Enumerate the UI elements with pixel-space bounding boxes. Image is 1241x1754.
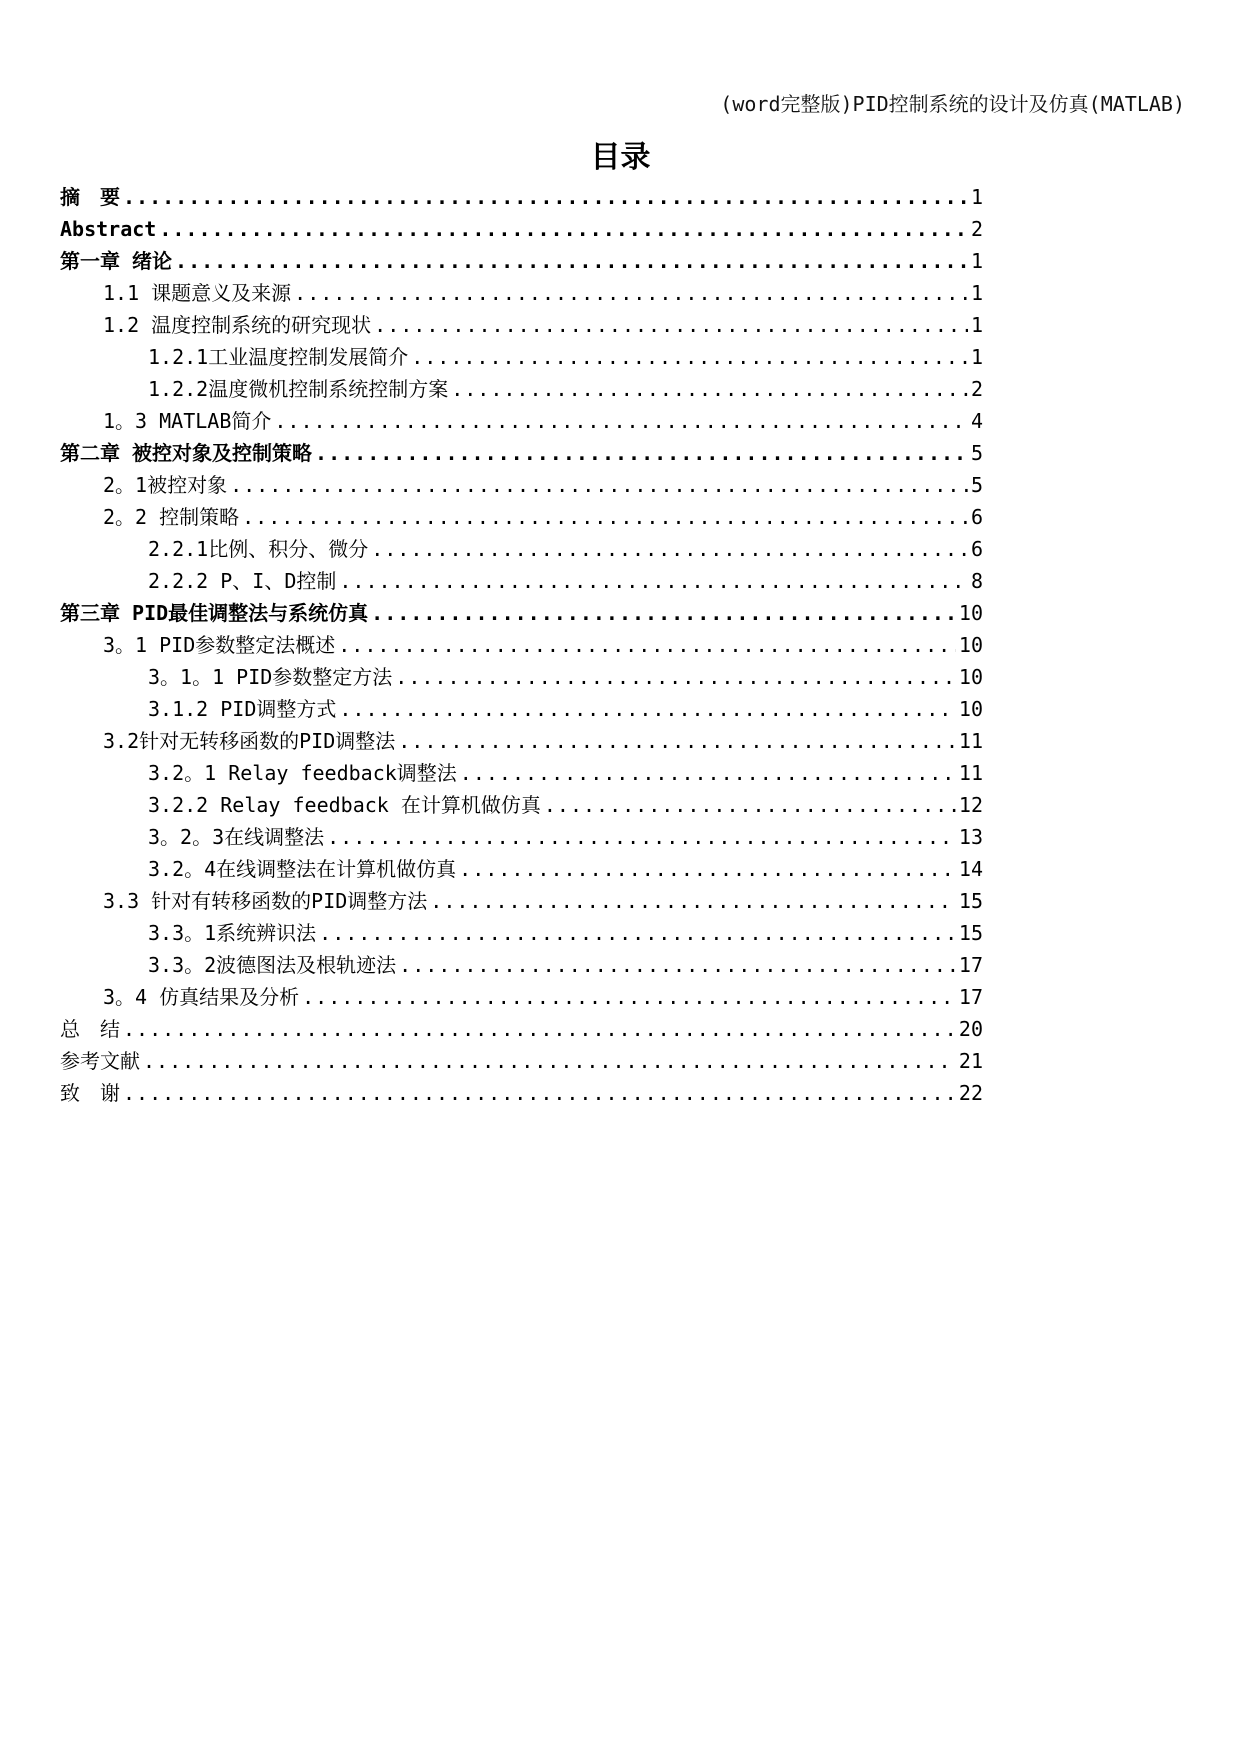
dot-leader bbox=[175, 246, 968, 276]
toc-entry-title: 3。1。1 PID参数整定方法 bbox=[148, 665, 393, 689]
toc-entry-title: 3.1.2 PID调整方式 bbox=[148, 697, 337, 721]
toc-entry-page: 4 bbox=[970, 409, 983, 433]
toc-entry[interactable] bbox=[0, 726, 1241, 756]
toc-entry-page: 13 bbox=[958, 825, 983, 849]
toc-entry-title: Abstract bbox=[60, 217, 157, 241]
toc-entry[interactable] bbox=[0, 1014, 1241, 1044]
toc-entry-title: 2.2.1比例、积分、微分 bbox=[148, 537, 369, 561]
toc-entry-title: 致 谢 bbox=[60, 1081, 120, 1105]
toc-entry[interactable] bbox=[0, 406, 1241, 436]
toc-entry-page: 10 bbox=[958, 601, 983, 625]
toc-entry[interactable] bbox=[0, 342, 1241, 372]
toc-entry[interactable] bbox=[0, 950, 1241, 980]
dot-leader bbox=[123, 1014, 956, 1044]
toc-entry-title: 2。2 控制策略 bbox=[103, 505, 240, 529]
toc-entry[interactable] bbox=[0, 1046, 1241, 1076]
toc-entry-page: 11 bbox=[958, 729, 983, 753]
dot-leader bbox=[123, 182, 968, 212]
toc-entry[interactable] bbox=[0, 214, 1241, 244]
toc-entry-page: 6 bbox=[970, 537, 983, 561]
toc-entry[interactable] bbox=[0, 1078, 1241, 1108]
toc-entry[interactable] bbox=[0, 694, 1241, 724]
dot-leader bbox=[395, 662, 956, 692]
toc-entry-page: 6 bbox=[970, 505, 983, 529]
dot-leader bbox=[302, 982, 956, 1012]
toc-entry-page: 17 bbox=[958, 985, 983, 1009]
toc-entry[interactable] bbox=[0, 918, 1241, 948]
toc-entry-title: 3。1 PID参数整定法概述 bbox=[103, 633, 336, 657]
toc-entry[interactable] bbox=[0, 758, 1241, 788]
toc-entry-title: 3.3。2波德图法及根轨迹法 bbox=[148, 953, 397, 977]
toc-entry[interactable] bbox=[0, 502, 1241, 532]
dot-leader bbox=[274, 406, 968, 436]
toc-entry-title: 1.2.1工业温度控制发展简介 bbox=[148, 345, 409, 369]
dot-leader bbox=[143, 1046, 956, 1076]
toc-entry-page: 1 bbox=[970, 185, 983, 209]
toc-entry[interactable] bbox=[0, 278, 1241, 308]
toc-entry-title: 第一章 绪论 bbox=[60, 249, 173, 273]
toc-entry[interactable] bbox=[0, 854, 1241, 884]
toc-entry-title: 3.2针对无转移函数的PID调整法 bbox=[103, 729, 396, 753]
toc-entry-title: 3.2。4在线调整法在计算机做仿真 bbox=[148, 857, 457, 881]
toc-entry-page: 20 bbox=[958, 1017, 983, 1041]
toc-entry-page: 8 bbox=[970, 569, 983, 593]
page-title: 目录 bbox=[590, 140, 651, 175]
toc-entry[interactable] bbox=[0, 374, 1241, 404]
dot-leader bbox=[339, 566, 968, 596]
dot-leader bbox=[374, 310, 968, 340]
toc-entry-page: 1 bbox=[970, 345, 983, 369]
dot-leader bbox=[230, 470, 968, 500]
dot-leader bbox=[123, 1078, 956, 1108]
toc-entry-page: 2 bbox=[970, 217, 983, 241]
toc-entry-title: 总 结 bbox=[60, 1017, 120, 1041]
toc-entry-page: 22 bbox=[958, 1081, 983, 1105]
toc-entry-page: 5 bbox=[970, 473, 983, 497]
toc-entry[interactable] bbox=[0, 310, 1241, 340]
toc-entry-page: 14 bbox=[958, 857, 983, 881]
dot-leader bbox=[338, 630, 956, 660]
toc-entry-page: 11 bbox=[958, 761, 983, 785]
toc-entry-title: 第二章 被控对象及控制策略 bbox=[60, 441, 313, 465]
toc-entry-page: 10 bbox=[958, 665, 983, 689]
toc-entry[interactable] bbox=[0, 246, 1241, 276]
toc-entry[interactable] bbox=[0, 630, 1241, 660]
toc-entry[interactable] bbox=[0, 886, 1241, 916]
toc-entry-page: 21 bbox=[958, 1049, 983, 1073]
toc-entry-page: 1 bbox=[970, 249, 983, 273]
toc-entry-title: 2.2.2 P、I、D控制 bbox=[148, 569, 337, 593]
dot-leader bbox=[339, 694, 956, 724]
toc-entry-title: 3.2.2 Relay feedback 在计算机做仿真 bbox=[148, 793, 541, 817]
toc-entry-title: 1.2 温度控制系统的研究现状 bbox=[103, 313, 372, 337]
toc-entry-title: 3。4 仿真结果及分析 bbox=[103, 985, 300, 1009]
toc-entry[interactable] bbox=[0, 790, 1241, 820]
toc-entry-page: 12 bbox=[958, 793, 983, 817]
toc-entry[interactable] bbox=[0, 598, 1241, 628]
toc-entry-page: 10 bbox=[958, 633, 983, 657]
toc-entry-title: 摘 要 bbox=[60, 185, 120, 209]
dot-leader bbox=[371, 598, 956, 628]
dot-leader bbox=[544, 790, 956, 820]
dot-leader bbox=[399, 950, 956, 980]
toc-entry[interactable] bbox=[0, 982, 1241, 1012]
toc-entry[interactable] bbox=[0, 182, 1241, 212]
toc-entry[interactable] bbox=[0, 566, 1241, 596]
page-header: (word完整版)PID控制系统的设计及仿真(MATLAB) bbox=[720, 92, 1185, 116]
toc-entry[interactable] bbox=[0, 438, 1241, 468]
dot-leader bbox=[371, 534, 968, 564]
toc-entry-page: 1 bbox=[970, 313, 983, 337]
toc-entry-page: 15 bbox=[958, 921, 983, 945]
dot-leader bbox=[315, 438, 968, 468]
toc-entry-page: 15 bbox=[958, 889, 983, 913]
dot-leader bbox=[327, 822, 956, 852]
toc-entry-title: 1.2.2温度微机控制系统控制方案 bbox=[148, 377, 449, 401]
dot-leader bbox=[411, 342, 968, 372]
dot-leader bbox=[398, 726, 956, 756]
toc-entry-page: 17 bbox=[958, 953, 983, 977]
dot-leader bbox=[242, 502, 968, 532]
dot-leader bbox=[451, 374, 968, 404]
toc-entry-title: 3.3。1系统辨识法 bbox=[148, 921, 317, 945]
toc-entry-title: 参考文献 bbox=[60, 1049, 140, 1073]
toc-entry-title: 2。1被控对象 bbox=[103, 473, 228, 497]
dot-leader bbox=[159, 214, 968, 244]
toc-entry-page: 10 bbox=[958, 697, 983, 721]
toc-entry-title: 1.1 课题意义及来源 bbox=[103, 281, 292, 305]
toc-entry-title: 第三章 PID最佳调整法与系统仿真 bbox=[60, 601, 369, 625]
dot-leader bbox=[430, 886, 956, 916]
toc-entry[interactable] bbox=[0, 662, 1241, 692]
toc-entry[interactable] bbox=[0, 822, 1241, 852]
toc-entry-title: 3。2。3在线调整法 bbox=[148, 825, 325, 849]
dot-leader bbox=[460, 758, 956, 788]
toc-entry-page: 2 bbox=[970, 377, 983, 401]
toc-entry-title: 3.2。1 Relay feedback调整法 bbox=[148, 761, 457, 785]
toc-entry[interactable] bbox=[0, 470, 1241, 500]
dot-leader bbox=[294, 278, 968, 308]
dot-leader bbox=[459, 854, 956, 884]
toc-entry-title: 3.3 针对有转移函数的PID调整方法 bbox=[103, 889, 428, 913]
toc-entry-title: 1。3 MATLAB简介 bbox=[103, 409, 272, 433]
toc-entry-page: 5 bbox=[970, 441, 983, 465]
toc-entry[interactable] bbox=[0, 534, 1241, 564]
dot-leader bbox=[319, 918, 956, 948]
toc-entry-page: 1 bbox=[970, 281, 983, 305]
